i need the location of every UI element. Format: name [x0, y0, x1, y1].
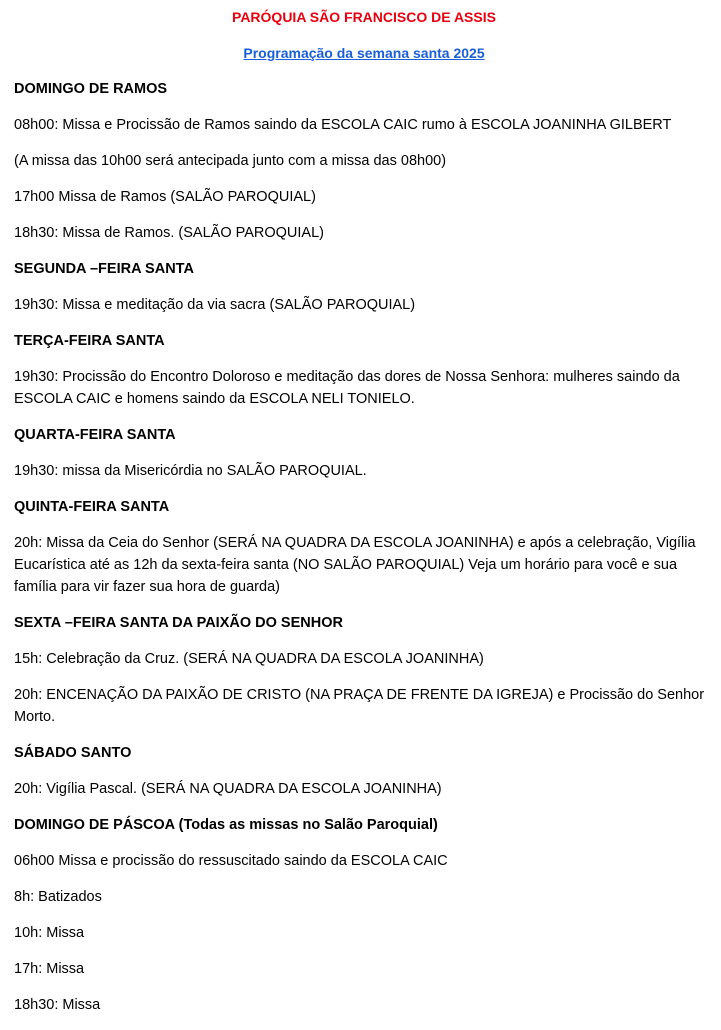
document-page — [14, 6, 714, 1030]
schedule-entry: 19h30: Procissão do Encontro Doloroso e meditação das dores de Nossa Senhora: mulheres saindo da ESCOLA CAIC e homens saindo da ESCOLA NELI TONIELO. — [14, 369, 680, 407]
schedule-entry: 06h00 Missa e procissão do ressuscitado saindo da ESCOLA CAIC — [14, 853, 448, 869]
schedule-entry: 17h: Missa — [14, 961, 85, 977]
section-heading: DOMINGO DE PÁSCOA (Todas as missas no Salão Paroquial) — [14, 817, 438, 833]
section-heading: SEGUNDA –FEIRA SANTA — [14, 261, 194, 277]
schedule-entry: 20h: Vigília Pascal. (SERÁ NA QUADRA DA ESCOLA JOANINHA) — [14, 781, 442, 797]
schedule-entry: 18h30: Missa de Ramos. (SALÃO PAROQUIAL) — [14, 225, 324, 241]
schedule-entry: 19h30: missa da Misericórdia no SALÃO PAROQUIAL. — [14, 463, 367, 479]
section-heading: SEXTA –FEIRA SANTA DA PAIXÃO DO SENHOR — [14, 615, 343, 631]
schedule-entry: 20h: ENCENAÇÃO DA PAIXÃO DE CRISTO (NA PRAÇA DE FRENTE DA IGREJA) e Procissão do Senhor Morto. — [14, 687, 705, 725]
schedule-entry: 19h30: Missa e meditação da via sacra (SALÃO PAROQUIAL) — [14, 297, 416, 313]
schedule-entry: 8h: Batizados — [14, 889, 102, 905]
document-subtitle[interactable]: Programação da semana santa 2025 — [243, 45, 485, 61]
schedule-entry: (A missa das 10h00 será antecipada junto com a missa das 08h00) — [14, 153, 447, 169]
schedule-entry: 17h00 Missa de Ramos (SALÃO PAROQUIAL) — [14, 189, 316, 205]
schedule-entry: 20h: Missa da Ceia do Senhor (SERÁ NA QUADRA DA ESCOLA JOANINHA) e após a celebração, Vigília Eucarística até as 12h da sexta-feira santa (NO SALÃO PAROQUIAL) Veja um horário para você e sua família para vir fazer sua hora de guarda) — [14, 535, 696, 595]
document-title: PARÓQUIA SÃO FRANCISCO DE ASSIS — [232, 9, 496, 25]
section-heading: DOMINGO DE RAMOS — [14, 81, 168, 97]
section-heading: QUINTA-FEIRA SANTA — [14, 499, 170, 515]
schedule-entry: 15h: Celebração da Cruz. (SERÁ NA QUADRA DA ESCOLA JOANINHA) — [14, 651, 484, 667]
section-heading: SÁBADO SANTO — [14, 745, 132, 761]
schedule-entry: 10h: Missa — [14, 925, 85, 941]
section-heading: TERÇA-FEIRA SANTA — [14, 333, 165, 349]
schedule-entry: 18h30: Missa — [14, 997, 101, 1013]
schedule-sections — [14, 78, 714, 1016]
section-heading: QUARTA-FEIRA SANTA — [14, 427, 176, 443]
schedule-entry: 08h00: Missa e Procissão de Ramos saindo da ESCOLA CAIC rumo à ESCOLA JOANINHA GILBERT — [14, 117, 672, 133]
